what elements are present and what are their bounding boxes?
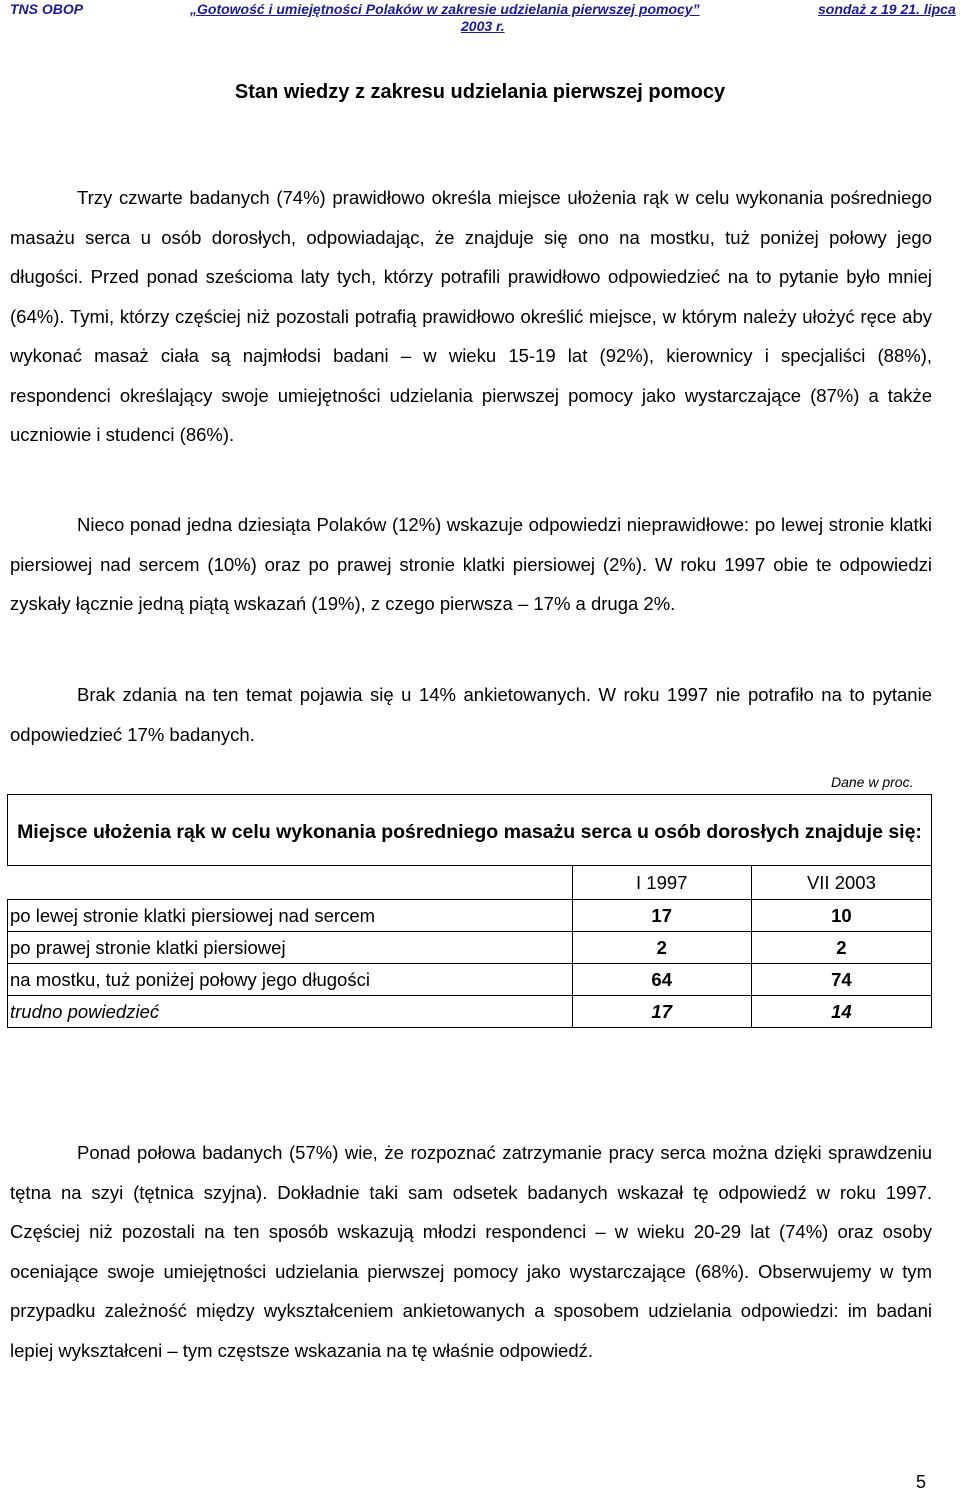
table-header-row [8,866,932,900]
header-survey-date: sondaż z 19 21. lipca [818,1,956,17]
row-value-2003: 10 [751,900,931,932]
paragraph-2: Nieco ponad jedna dziesiąta Polaków (12%) wskazuje odpowiedzi nieprawidłowe: po lewej stronie klatki piersiowej nad sercem (10%) oraz po prawej stronie klatki piersiowej (2%). W roku 1997 obie te odpowiedzi zyskały łącznie jedną piątą wskazań (19%), z czego pierwsza – 17% a druga 2%. [10,514,932,614]
row-value-1997: 17 [572,900,751,932]
row-label: po lewej stronie klatki piersiowej nad sercem [8,900,573,932]
paragraph-1: Trzy czwarte badanych (74%) prawidłowo określa miejsce ułożenia rąk w celu wykonania pośredniego masażu serca u osób dorosłych, odpowiadając, że znajduje się ono na mostku, tuż poniżej połowy jego długości. Przed ponad sześcioma laty tych, którzy potrafili prawidłowo odpowiedzieć na to pytanie było mniej (64%). Tymi, którzy częściej niż pozostali potrafią prawidłowo określić miejsce, w którym należy ułożyć ręce aby wykonać masaż ciała są najmłodsi badani – w wieku 15-19 lat (92%), kierownicy i specjaliści (88%), respondenci określający swoje umiejętności udzielania pierwszej pomocy jako wystarczające (87%) a także uczniowie i studenci (86%). [10,187,932,445]
row-value-1997: 17 [572,996,751,1028]
column-header-2003: VII 2003 [751,866,931,900]
table-unit-note: Dane w proc. [831,774,914,790]
row-value-2003: 2 [751,932,931,964]
paragraph-4: Ponad połowa badanych (57%) wie, że rozpoznać zatrzymanie pracy serca można dzięki sprawdzeniu tętna na szyi (tętnica szyjna). Dokładnie taki sam odsetek badanych wskazał tę odpowiedź w roku 1997. Częściej niż pozostali na ten sposób wskazują młodzi respondenci – w wieku 20-29 lat (74%) oraz osoby oceniające swoje umiejętności udzielania pierwszej pomocy jako wystarczające (68%). Obserwujemy w tym przypadku zależność między wykształceniem ankietowanych a sposobem udzielania odpowiedzi: im badani lepiej wykształceni – tym częstsze wskazania na tę właśnie odpowiedź. [10,1142,932,1361]
page-number: 5 [916,1472,927,1492]
row-value-1997: 2 [572,932,751,964]
paragraph-3: Brak zdania na ten temat pojawia się u 14% ankietowanych. W roku 1997 nie potrafiło na to pytanie odpowiedzieć 17% badanych. [10,684,932,745]
row-label: po prawej stronie klatki piersiowej [8,932,573,964]
table-header-empty [8,866,573,900]
table-row [8,932,932,964]
results-table [7,794,932,1028]
row-label: trudno powiedzieć [8,996,573,1028]
row-value-2003: 74 [751,964,931,996]
row-label: na mostku, tuż poniżej połowy jego długości [8,964,573,996]
header-org: TNS OBOP [10,1,84,17]
header-year: 2003 r. [461,18,505,34]
header-report-title: „Gotowość i umiejętności Polaków w zakresie udzielania pierwszej pomocy” [190,1,700,17]
table-title-row [8,795,932,866]
row-value-2003: 14 [751,996,931,1028]
column-header-1997: I 1997 [572,866,751,900]
table-row [8,996,932,1028]
row-value-1997: 64 [572,964,751,996]
page-header [0,0,960,36]
section-heading: Stan wiedzy z zakresu udzielania pierwszej pomocy [234,81,726,103]
table-title: Miejsce ułożenia rąk w celu wykonania pośredniego masażu serca u osób dorosłych znajduje się: [8,795,932,866]
table-row [8,964,932,996]
table-row [8,900,932,932]
